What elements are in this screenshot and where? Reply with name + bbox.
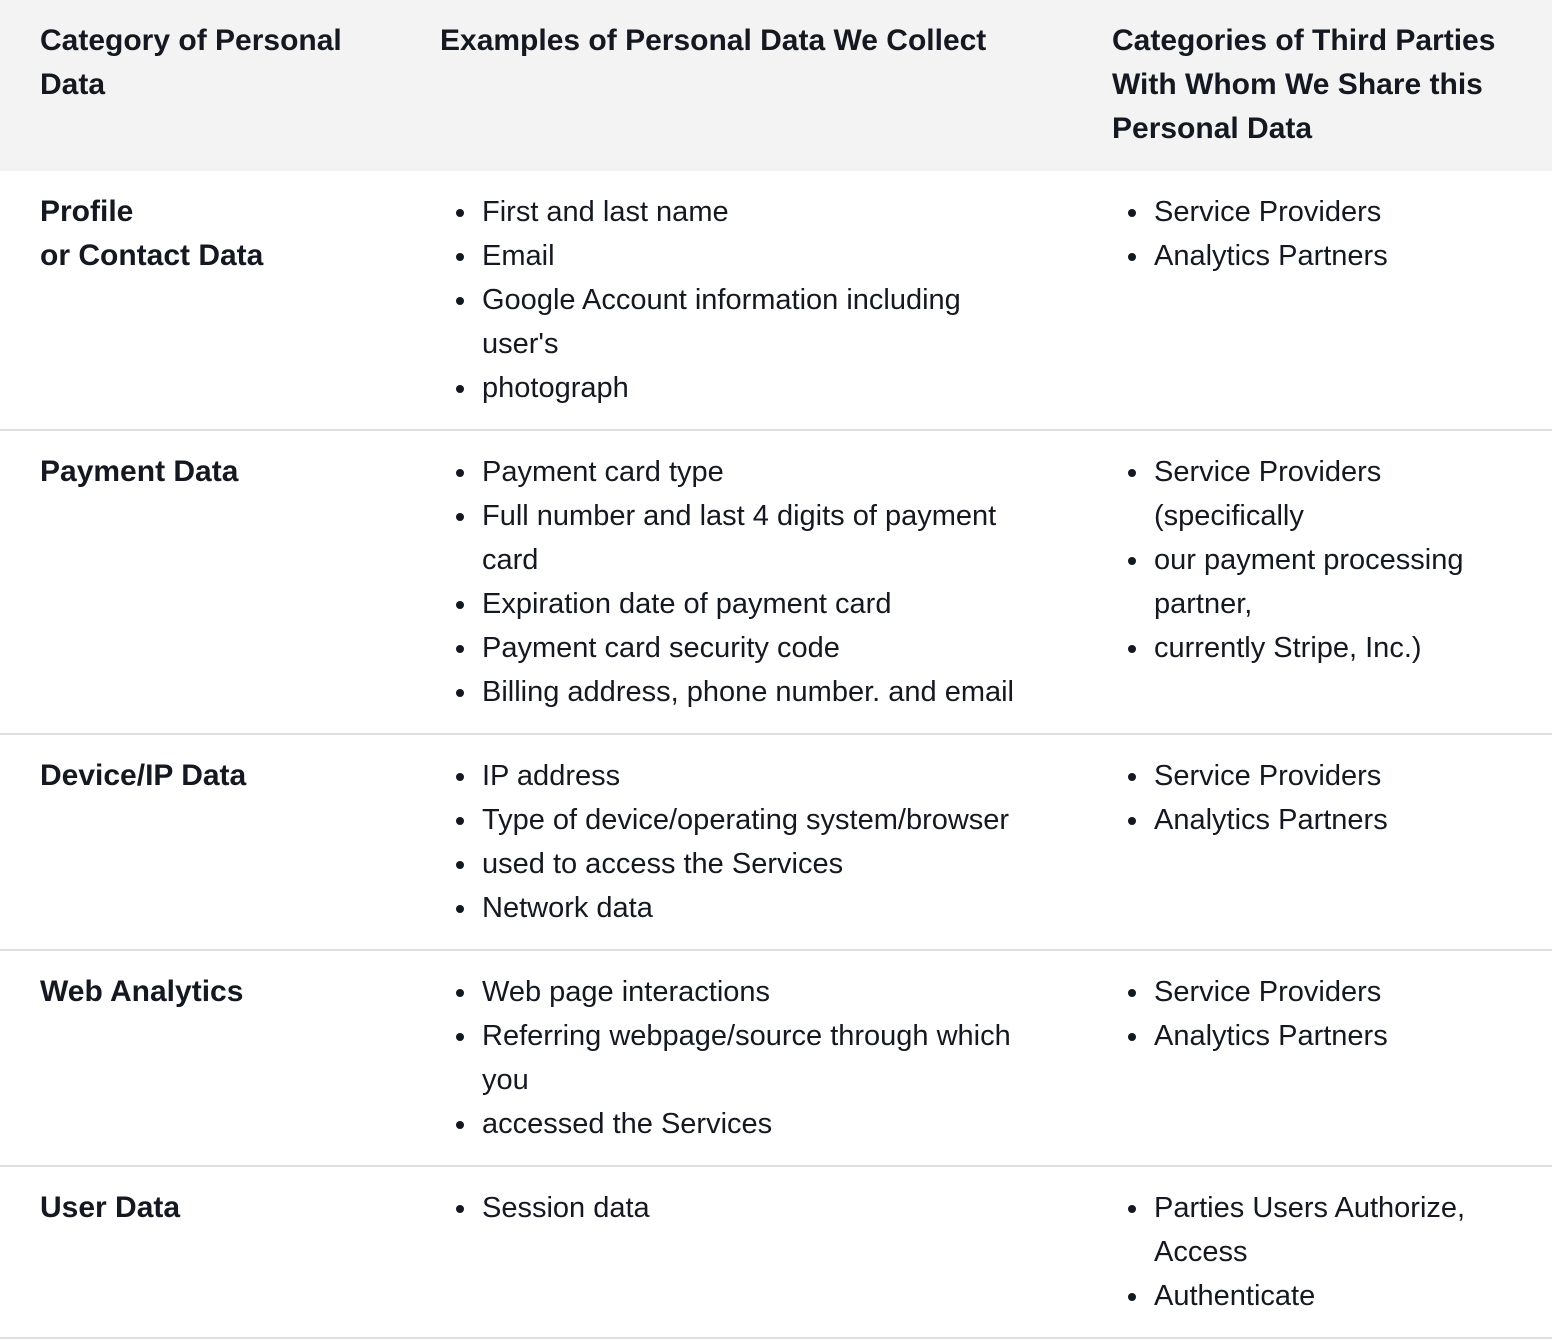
category-label: Profile or Contact Data	[40, 195, 264, 272]
category-cell	[0, 430, 400, 734]
example-item: Email	[482, 234, 1032, 278]
example-item: Type of device/operating system/browser	[482, 798, 1032, 842]
example-item: Google Account information including user's	[482, 278, 1032, 366]
example-item: IP address	[482, 754, 1032, 798]
example-item: Full number and last 4 digits of payment card	[482, 494, 1032, 582]
table-row	[0, 950, 1552, 1166]
example-item: Expiration date of payment card	[482, 582, 1032, 626]
third-parties-list	[1112, 450, 1512, 670]
third-parties-list	[1112, 190, 1512, 278]
third-party-item: Service Providers	[1154, 754, 1512, 798]
third-party-item: our payment processing partner,	[1154, 538, 1512, 626]
examples-list	[440, 754, 1032, 930]
table-row	[0, 430, 1552, 734]
third-party-item: currently Stripe, Inc.)	[1154, 626, 1512, 670]
third-parties-cell	[1072, 1166, 1552, 1338]
example-item: used to access the Services	[482, 842, 1032, 886]
third-party-item: Analytics Partners	[1154, 1014, 1512, 1058]
third-party-item: Service Providers	[1154, 190, 1512, 234]
table-body	[0, 171, 1552, 1338]
third-party-item: Analytics Partners	[1154, 234, 1512, 278]
category-label: Device/IP Data	[40, 759, 247, 792]
example-item: Network data	[482, 886, 1032, 930]
category-cell	[0, 171, 400, 430]
category-cell	[0, 1166, 400, 1338]
table-row	[0, 171, 1552, 430]
examples-cell	[400, 1166, 1072, 1338]
example-item: Session data	[482, 1186, 1032, 1230]
third-party-item: Parties Users Authorize, Access	[1154, 1186, 1512, 1274]
category-label: Payment Data	[40, 455, 239, 488]
examples-list	[440, 450, 1032, 714]
third-parties-cell	[1072, 950, 1552, 1166]
example-item: Billing address, phone number. and email	[482, 670, 1032, 714]
examples-cell	[400, 430, 1072, 734]
example-item: photograph	[482, 366, 1032, 410]
category-label: Web Analytics	[40, 975, 244, 1008]
examples-cell	[400, 171, 1072, 430]
third-party-item: Service Providers	[1154, 970, 1512, 1014]
third-party-item: Authenticate	[1154, 1274, 1512, 1318]
third-parties-list	[1112, 1186, 1512, 1318]
header-category: Category of Personal Data	[40, 24, 342, 101]
example-item: Referring webpage/source through which you	[482, 1014, 1032, 1102]
table-row	[0, 734, 1552, 950]
category-label: User Data	[40, 1191, 181, 1224]
examples-cell	[400, 950, 1072, 1166]
example-item: accessed the Services	[482, 1102, 1032, 1146]
example-item: Payment card security code	[482, 626, 1032, 670]
examples-list	[440, 190, 1032, 410]
header-row	[0, 0, 1552, 171]
third-parties-list	[1112, 754, 1512, 842]
header-third-parties: Categories of Third Parties With Whom We Share this Personal Data	[1112, 24, 1496, 145]
third-party-item: Analytics Partners	[1154, 798, 1512, 842]
examples-list	[440, 1186, 1032, 1230]
third-parties-cell	[1072, 171, 1552, 430]
third-party-item: Service Providers (specifically	[1154, 450, 1512, 538]
header-examples: Examples of Personal Data We Collect	[440, 24, 987, 57]
third-parties-cell	[1072, 430, 1552, 734]
examples-list	[440, 970, 1032, 1146]
category-cell	[0, 950, 400, 1166]
table-header	[0, 0, 1552, 171]
example-item: Web page interactions	[482, 970, 1032, 1014]
third-parties-cell	[1072, 734, 1552, 950]
example-item: First and last name	[482, 190, 1032, 234]
third-parties-list	[1112, 970, 1512, 1058]
examples-cell	[400, 734, 1072, 950]
table-row	[0, 1166, 1552, 1338]
example-item: Payment card type	[482, 450, 1032, 494]
category-cell	[0, 734, 400, 950]
